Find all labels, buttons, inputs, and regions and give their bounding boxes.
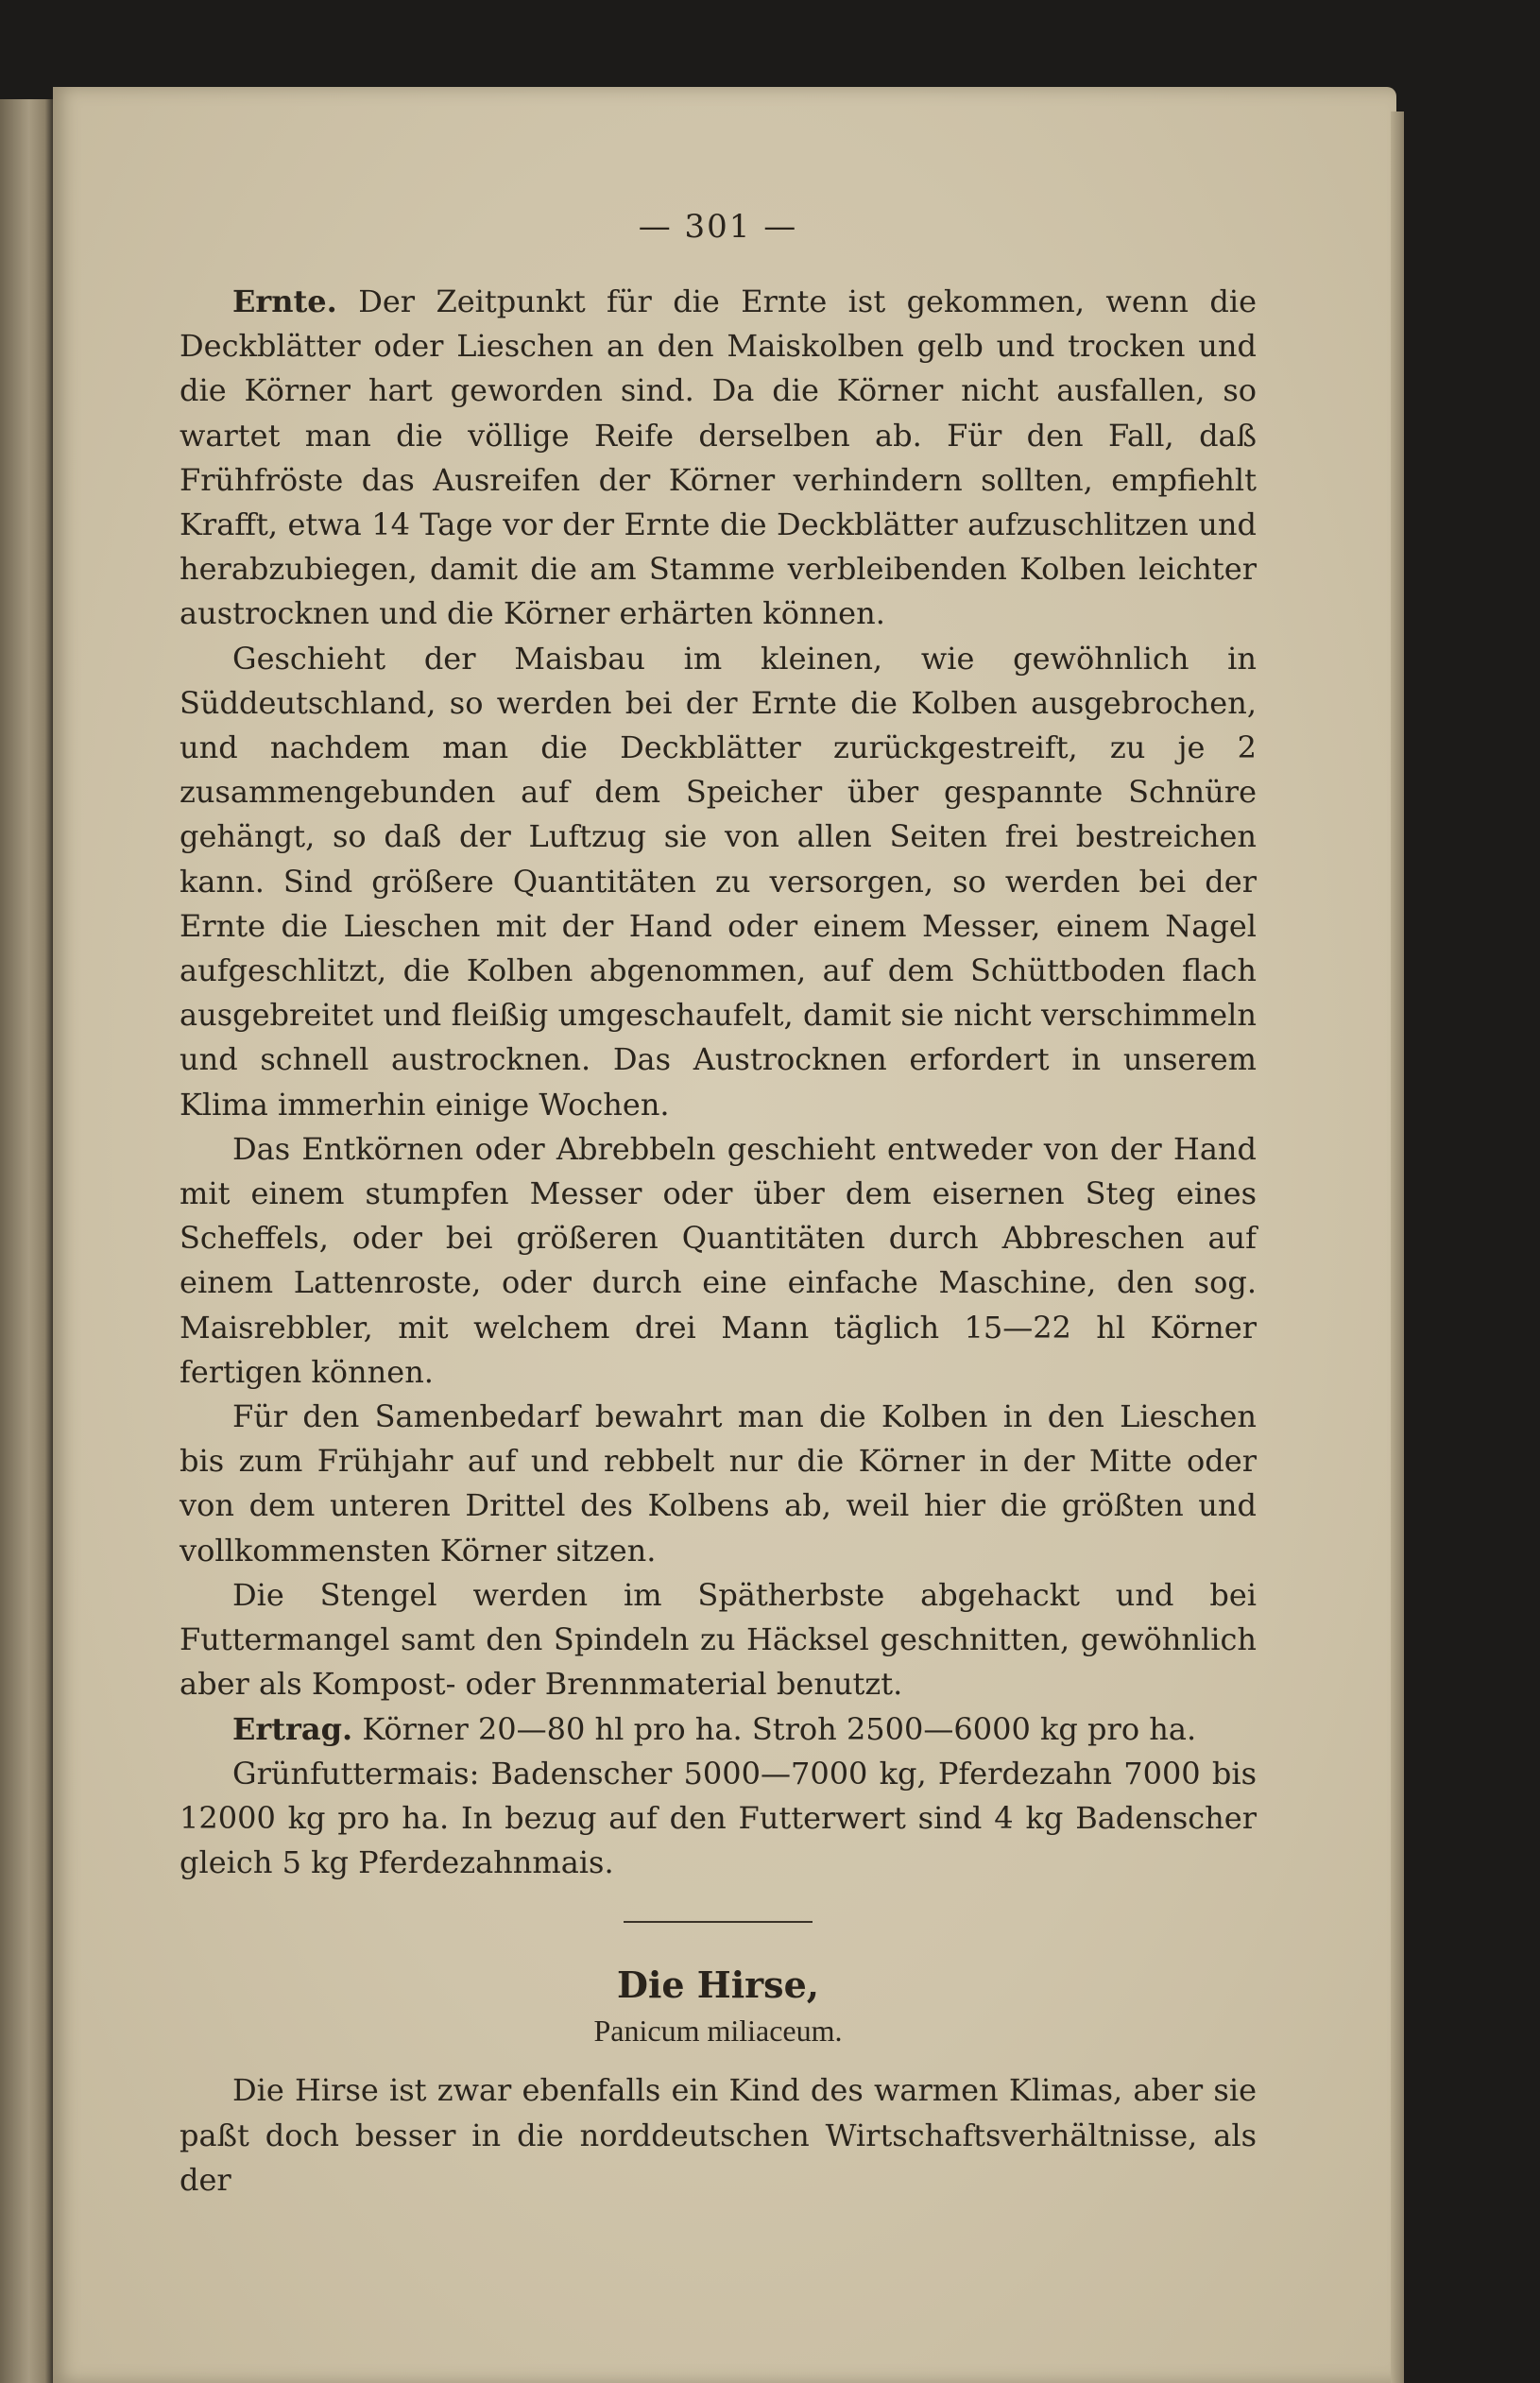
paragraph-ertrag-1 xyxy=(180,1707,1257,1752)
facing-page-edge xyxy=(0,99,53,2383)
paragraph-ernte-4: Für den Samenbedarf bewahrt man die Kolben in den Lieschen bis zum Frühjahr auf und rebbelt nur die Körner in der Mitte oder von dem unteren Drittel des Kolbens ab, weil hier die größten und vollkommensten Körner sitzen. xyxy=(180,1398,1257,1569)
section-divider xyxy=(624,1921,813,1923)
paragraph-ernte-2: Geschieht der Maisbau im kleinen, wie gewöhnlich in Süddeutschland, so werden bei der Ernte die Kolben ausgebrochen, und nachdem man die Deckblätter zurückgestreift, zu je 2 zusammengebunden auf dem Speicher über gespannte Schnüre gehängt, so daß der Luftzug sie von allen Seiten frei bestreichen kann. Sind größere Quantitäten zu versorgen, so werden bei der Ernte die Lieschen mit der Hand oder einem Messer, einem Nagel aufgeschlitzt, die Kolben abgenommen, auf dem Schüttboden flach ausgebreitet und fleißig umgeschaufelt, damit sie nicht verschimmeln und schnell austrocknen. Das Austrocknen erfordert in unserem Klima immerhin einige Wochen. xyxy=(180,640,1257,1123)
heading-ertrag: Ertrag. xyxy=(232,1710,353,1747)
paragraph-ernte-5: Die Stengel werden im Spätherbste abgehackt und bei Futtermangel samt den Spindeln zu Häcksel geschnitten, gewöhnlich aber als Kompost- oder Brennmaterial benutzt. xyxy=(180,1576,1257,1703)
paragraph-hirse-1: Die Hirse ist zwar ebenfalls ein Kind des warmen Klimas, aber sie paßt doch besser in die norddeutschen Wirtschaftsverhältnisse, als der xyxy=(180,2072,1257,2198)
page-text xyxy=(180,208,1257,2203)
section-subtitle-hirse: Panicum miliaceum. xyxy=(593,2014,843,2049)
ertrag-text-1: Körner 20—80 hl pro ha. Stroh 2500—6000 kg pro ha. xyxy=(362,1710,1197,1747)
paragraph-ertrag-2: Grünfuttermais: Badenscher 5000—7000 kg, Pferdezahn 7000 bis 12000 kg pro ha. In bezug auf den Futterwert sind 4 kg Badenscher gleich 5 kg Pferdezahnmais. xyxy=(180,1755,1257,1881)
section-title-hirse: Die Hirse, xyxy=(617,1963,819,2007)
page-edge xyxy=(1391,111,1404,2383)
paragraph-ernte-3: Das Entkörnen oder Abrebbeln geschieht entweder von der Hand mit einem stumpfen Messer oder über dem eisernen Steg eines Scheffels, oder bei größeren Quantitäten durch Abbreschen auf einem Lattenroste, oder durch eine einfache Maschine, den sog. Maisrebbler, mit welchem drei Mann täglich 15—22 hl Körner fertigen können. xyxy=(180,1130,1257,1390)
page-number: — 301 — xyxy=(638,208,798,246)
paragraph-ernte-1 xyxy=(180,280,1257,637)
ernte-text-1: Der Zeitpunkt für die Ernte ist gekommen, wenn die Deckblätter oder Lieschen an den Maiskolben gelb und trocken und die Körner hart geworden sind. Da die Körner nicht ausfallen, so wartet man die völlige Reife derselben ab. Für den Fall, daß Frühfröste das Ausreifen der Körner verhindern sollten, empfiehlt Krafft, etwa 14 Tage vor der Ernte die Deckblätter aufzuschlitzen und herabzubiegen, damit die am Stamme verbleibenden Kolben leichter austrocknen und die Körner erhärten können. xyxy=(180,283,1258,632)
heading-ernte: Ernte. xyxy=(232,283,337,319)
